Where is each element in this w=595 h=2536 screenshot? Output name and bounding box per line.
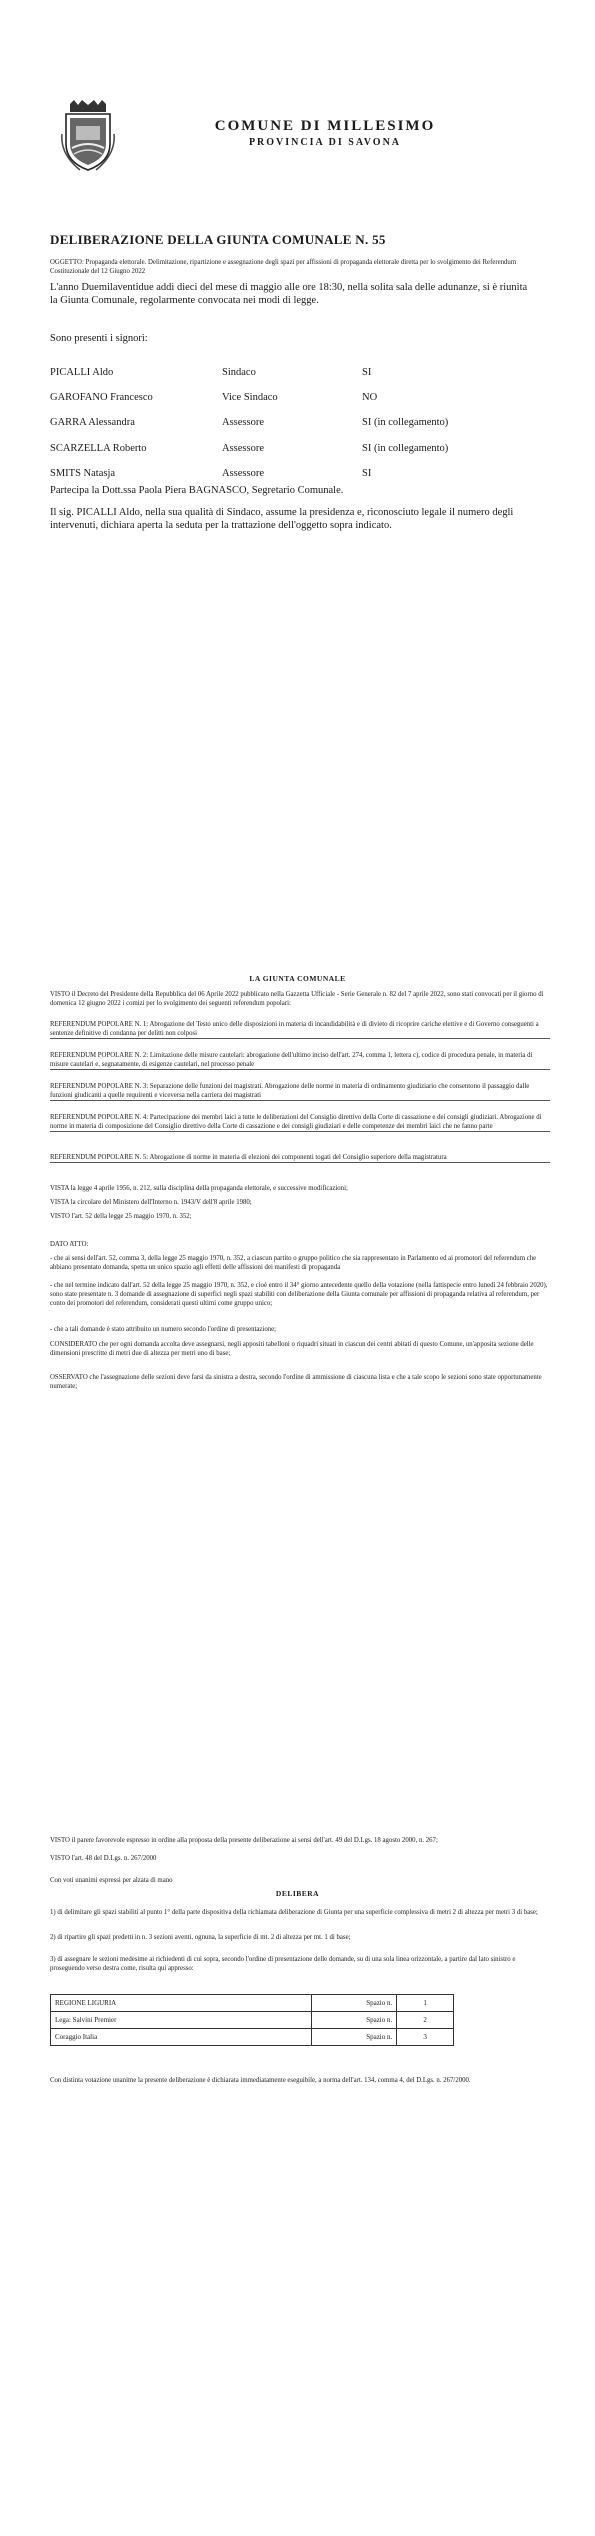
presidency-paragraph: Il sig. PICALLI Aldo, nella sua qualità di Sindaco, assume la presidenza e, riconosciuto legale il numero degli intervenuti, dichiara aperta la seduta per la trattazione dell'oggetto sopra indicato. [50, 507, 514, 531]
list-name-cell: REGIONE LIGURIA [51, 1995, 312, 2012]
deliberation-item: 1) di delimitare gli spazi stabiliti al punto 1° della parte dispositiva della richiamata deliberazione di Giunta per una superficie complessiva di metri 2 di altezza per metri 3 di base; [50, 1909, 538, 1916]
dato-atto-item: - che ai sensi dell'art. 52, comma 3, della legge 25 maggio 1970, n. 352, a ciascun partito o gruppo politico che sia rappresentato in Parlamento ed ai promotori del referendum che abbiano presentato domanda, spetta un unico spazio agli effetti delle affissioni dei manifesti di propaganda [50, 1255, 537, 1271]
article-48-reference: VISTO l'art. 48 del D.Lgs. n. 267/2000 [50, 1855, 157, 1862]
member-presence: NO [362, 392, 378, 403]
member-role: Assessore [222, 468, 264, 479]
law-reference: VISTA la circolare del Ministero dell'Interno n. 1943/V dell'8 aprile 1980; [50, 1199, 252, 1206]
list-name-cell: Lega: Salvini Premier [51, 2012, 312, 2029]
member-role: Assessore [222, 417, 264, 428]
subject: OGGETTO: Propaganda elettorale. Delimitazione, ripartizione e assegnazione degli spazi per affissioni di propaganda elettorale diretta per lo svolgimento dei Referendum Costituzionale del 12 Giugno 2022 [50, 259, 517, 275]
municipality-crest-icon [60, 100, 116, 172]
osservato-paragraph: OSSERVATO che l'assegnazione delle sezioni deve farsi da sinistra a destra, secondo l'ordine di ammissione di ciascuna lista e che a tale scopo le sezioni sono state opportunamente numerate; [50, 1374, 542, 1390]
member-role: Sindaco [222, 367, 256, 378]
space-label-cell: Spazio n. [311, 1995, 397, 2012]
referendum-item: REFERENDUM POPOLARE N. 1: Abrogazione del Testo unico delle disposizioni in materia di incandidabilità e di divieto di ricoprire cariche elettive e di Governo conseguenti a sentenze definitive di condanna per delitti non colposi [50, 1020, 550, 1039]
member-presence: SI [362, 468, 372, 479]
considerato-paragraph: CONSIDERATO che per ogni domanda accolta deve assegnarsi, negli appositi tabelloni o riquadri situati in ciascun dei centri abitati di questo Comune, un'apposita sezione delle dimensioni prescritte di metri due di altezza per metri uno di base; [50, 1341, 534, 1357]
referendum-item: REFERENDUM POPOLARE N. 5: Abrogazione di norme in materia di elezioni dei componenti togati del Consiglio superiore della magistratura [50, 1153, 550, 1163]
province-name: PROVINCIA DI SAVONA [248, 137, 402, 148]
member-name: PICALLI Aldo [50, 367, 114, 378]
member-presence: SI (in collegamento) [362, 417, 449, 428]
table-row [51, 2012, 454, 2029]
member-presence: SI (in collegamento) [362, 443, 449, 454]
member-presence: SI [362, 367, 372, 378]
space-label-cell: Spazio n. [311, 2012, 397, 2029]
table-row [51, 1995, 454, 2012]
law-reference: VISTA la legge 4 aprile 1956, n. 212, sulla disciplina della propaganda elettorale, e successive modificazioni; [50, 1185, 348, 1192]
table-row [51, 2029, 454, 2046]
intro-paragraph: L'anno Duemilaventidue addì dieci del mese di maggio alle ore 18:30, nella solita sala delle adunanze, si è riunita la Giunta Comunale, regolarmente convocata nei modi di legge. [50, 282, 528, 306]
dato-atto-item: - che nel termine indicato dall'art. 52 della legge 25 maggio 1970, n. 352, e cioè entro il 34° giorno antecedente quello della votazione (nella fattispecie entro lunedì 24 febbraio 2020), sono state presentate n. 3 domande di assegnazione di superfici negli spazi stabiliti con deliberazione della Giunta comunale per affissioni di propaganda relativa al referendum, per conto dei promotori del referendum, considerati questi ultimi come gruppo unico; [50, 1282, 548, 1307]
dato-atto-label: DATO ATTO: [50, 1241, 89, 1248]
member-name: GARRA Alessandra [50, 417, 135, 428]
decree-paragraph: VISTO il Decreto del Presidente della Repubblica del 06 Aprile 2022 pubblicato nella Gazzetta Ufficiale - Serie Generale n. 82 del 7 aprile 2022, sono stati convocati per il giorno di domenica 12 giugno 2022 i comizi per lo svolgimento dei seguenti referendum popolari: [50, 991, 544, 1007]
space-label-cell: Spazio n. [311, 2029, 397, 2046]
space-number-cell: 2 [397, 2012, 454, 2029]
referendum-item: REFERENDUM POPOLARE N. 4: Partecipazione dei membri laici a tutte le deliberazioni del Consiglio direttivo della Corte di cassazione e dei consigli giudiziari. Abrogazione di norme in materia di composizione del Consiglio direttivo della Corte di cassazione e dei consigli giudiziari e delle competenze dei membri laici che ne fanno parte [50, 1113, 550, 1132]
deliberation-title: DELIBERAZIONE DELLA GIUNTA COMUNALE N. 55 [50, 232, 386, 247]
space-number-cell: 1 [397, 1995, 454, 2012]
deliberation-item: 3) di assegnare le sezioni medesime ai richiedenti di cui sopra, secondo l'ordine di presentazione delle domande, su di una sola linea orizzontale, a partire dal lato sinistro e proseguendo verso destra come, risulta qui appresso: [50, 1956, 516, 1972]
member-name: GAROFANO Francesco [50, 392, 153, 403]
list-name-cell: Coraggio Italia [51, 2029, 312, 2046]
member-role: Vice Sindaco [222, 392, 278, 403]
member-name: SCARZELLA Roberto [50, 443, 147, 454]
opinion-paragraph: VISTO il parere favorevole espresso in ordine alla proposta della presente deliberazione ai sensi dell'art. 49 del D.Lgs. 18 agosto 2000, n. 267; [50, 1837, 438, 1844]
referendum-item: REFERENDUM POPOLARE N. 2: Limitazione delle misure cautelari: abrogazione dell'ultimo inciso dell'art. 274, comma 1, lettera c), codice di procedura penale, in materia di misure cautelari e, segnatamente, di esigenze cautelari, nel processo penale [50, 1051, 550, 1070]
dato-atto-item: - che a tali domande è stato attribuito un numero secondo l'ordine di presentazione; [50, 1326, 277, 1333]
secretary-paragraph: Partecipa la Dott.ssa Paola Piera BAGNASCO, Segretario Comunale. [50, 485, 344, 496]
present-label: Sono presenti i signori: [50, 333, 148, 344]
law-reference: VISTO l'art. 52 della legge 25 maggio 1970, n. 352; [50, 1213, 192, 1220]
assignment-table [50, 1994, 454, 2046]
deliberation-item: 2) di ripartire gli spazi predetti in n. 3 sezioni aventi, ognuna, la superficie di mt. 2 di altezza per mt. 1 di base; [50, 1934, 351, 1941]
referendum-item: REFERENDUM POPOLARE N. 3: Separazione delle funzioni dei magistrati. Abrogazione delle norme in materia di ordinamento giudiziario che consentono il passaggio dalle funzioni giudicanti a quelle requirenti e viceversa nella carriera dei magistrati [50, 1082, 550, 1101]
member-name: SMITS Natasja [50, 468, 116, 479]
vote-statement: Con voti unanimi espressi per alzata di mano [50, 1877, 173, 1884]
space-number-cell: 3 [397, 2029, 454, 2046]
giunta-heading: LA GIUNTA COMUNALE [249, 974, 346, 983]
member-role: Assessore [222, 443, 264, 454]
municipality-name: COMUNE DI MILLESIMO [214, 118, 436, 134]
delibera-heading: DELIBERA [275, 1889, 320, 1898]
closing-paragraph: Con distinta votazione unanime la presente deliberazione è dichiarata immediatamente eseguibile, a norma dell'art. 134, comma 4, del D.Lgs. n. 267/2000. [50, 2077, 471, 2084]
